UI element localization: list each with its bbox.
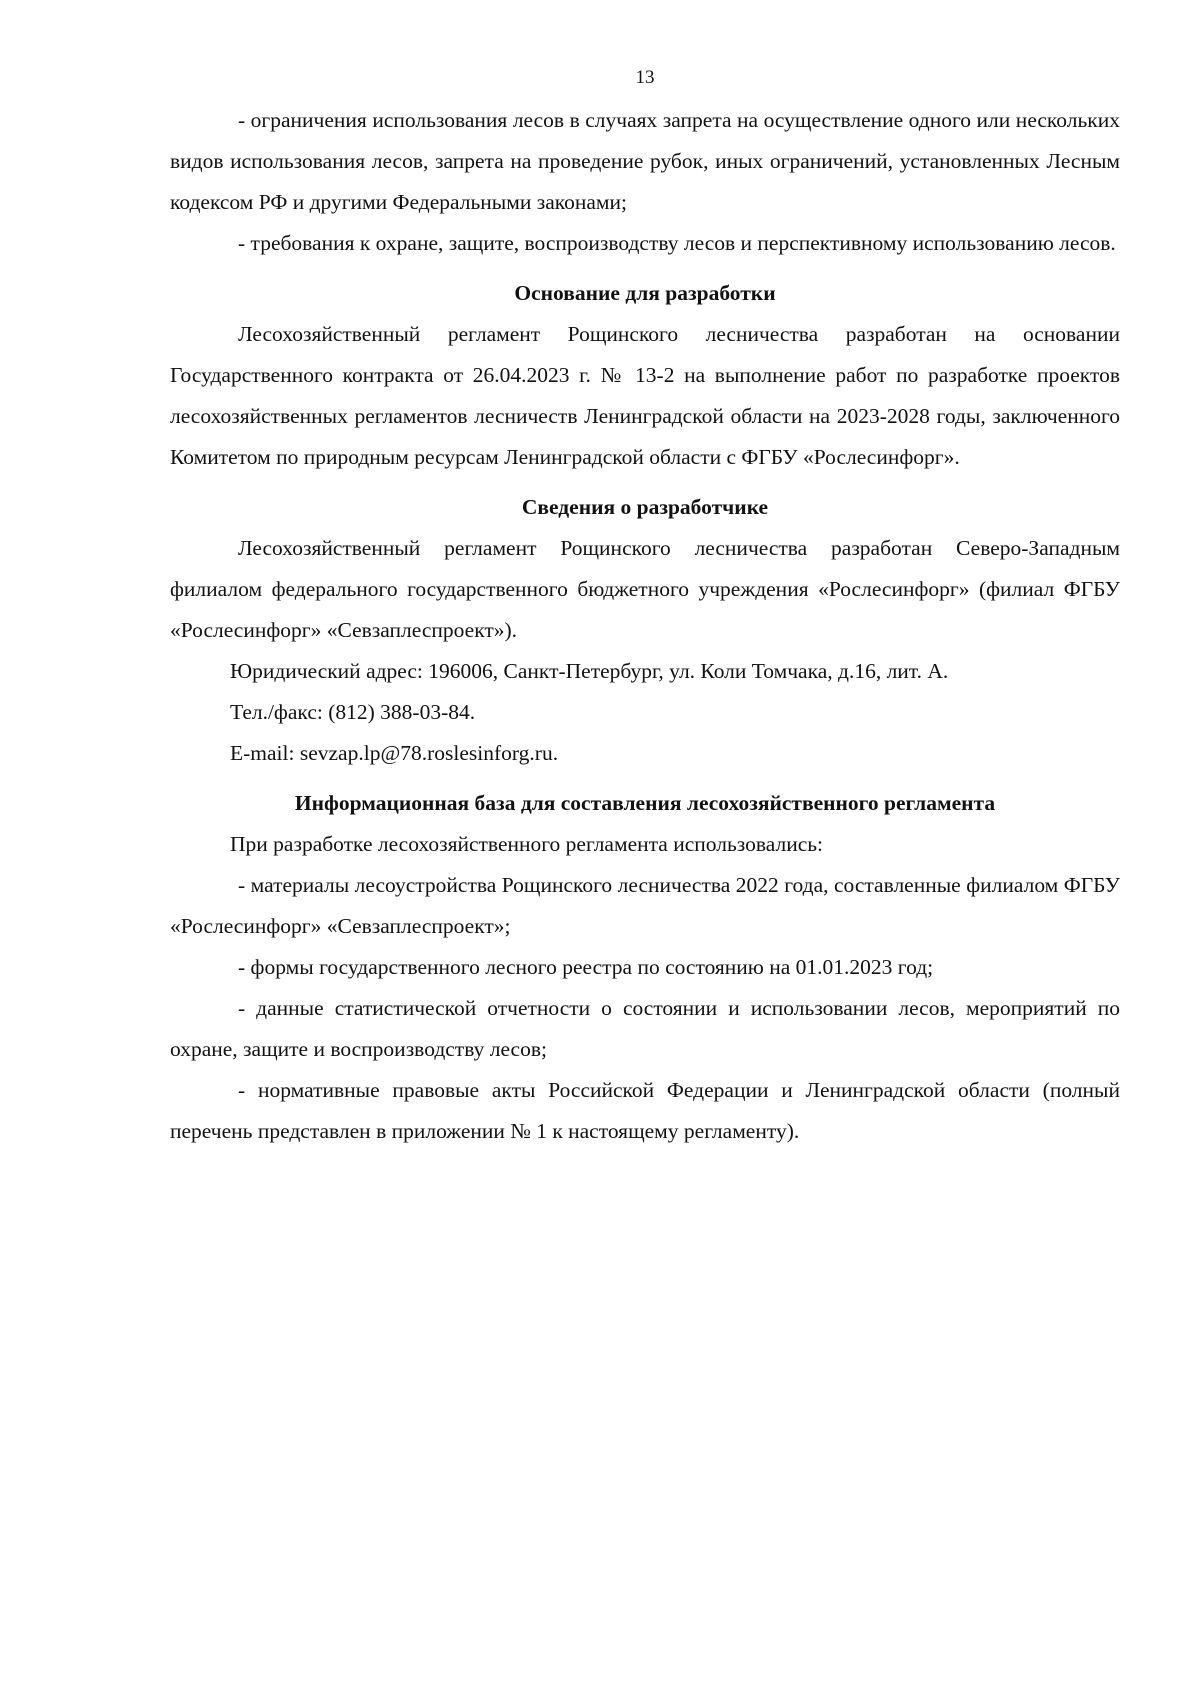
info-base-item-statistics: - данные статистической отчетности о состоянии и использовании лесов, мероприятий по охране, защите и воспроизводству лесов; (170, 996, 1120, 1061)
info-base-item-forest-management: - материалы лесоустройства Рощинского лесничества 2022 года, составленные филиалом ФГБУ «Рослесинфорг» «Севзаплеспроект»; (170, 873, 1120, 938)
section-heading-info-base: Информационная база для составления лесохозяйственного регламента (294, 791, 996, 815)
info-base-item-registry-forms: - формы государственного лесного реестра по состоянию на 01.01.2023 год; (238, 955, 934, 979)
intro-item-requirements: - требования к охране, защите, воспроизводству лесов и перспективному использованию лесов. (238, 231, 1116, 255)
developer-email: E-mail: sevzap.lp@78.roslesinforg.ru. (230, 741, 559, 765)
basis-paragraph: Лесохозяйственный регламент Рощинского лесничества разработан на основании Государственного контракта от 26.04.2023 г. № 13-2 на выполнение работ по разработке проектов лесохозяйственных регламентов лесничеств Ленинградской области на 2023-2028 годы, заключенного Комитетом по природным ресурсам Ленинградской области с ФГБУ «Рослесинфорг». (170, 322, 1120, 469)
developer-paragraph: Лесохозяйственный регламент Рощинского лесничества разработан Северо-Западным филиалом федерального государственного бюджетного учреждения «Рослесинфорг» (филиал ФГБУ «Рослесинфорг» «Севзаплеспроект»). (170, 536, 1120, 642)
page-number: 13 (635, 67, 655, 88)
developer-address: Юридический адрес: 196006, Санкт-Петербург, ул. Коли Томчака, д.16, лит. А. (230, 659, 949, 683)
section-heading-developer: Сведения о разработчике (521, 495, 769, 519)
intro-item-restrictions: - ограничения использования лесов в случаях запрета на осуществление одного или нескольких видов использования лесов, запрета на проведение рубок, иных ограничений, установленных Лесным кодексом РФ и другими Федеральными законами; (170, 108, 1120, 214)
section-heading-basis: Основание для разработки (514, 281, 776, 305)
document-page (170, 64, 1120, 1152)
developer-phone: Тел./факс: (812) 388-03-84. (230, 700, 476, 724)
info-base-intro: При разработке лесохозяйственного регламента использовались: (230, 832, 824, 856)
info-base-item-legal-acts: - нормативные правовые акты Российской Федерации и Ленинградской области (полный перечень представлен в приложении № 1 к настоящему регламенту). (170, 1078, 1120, 1143)
